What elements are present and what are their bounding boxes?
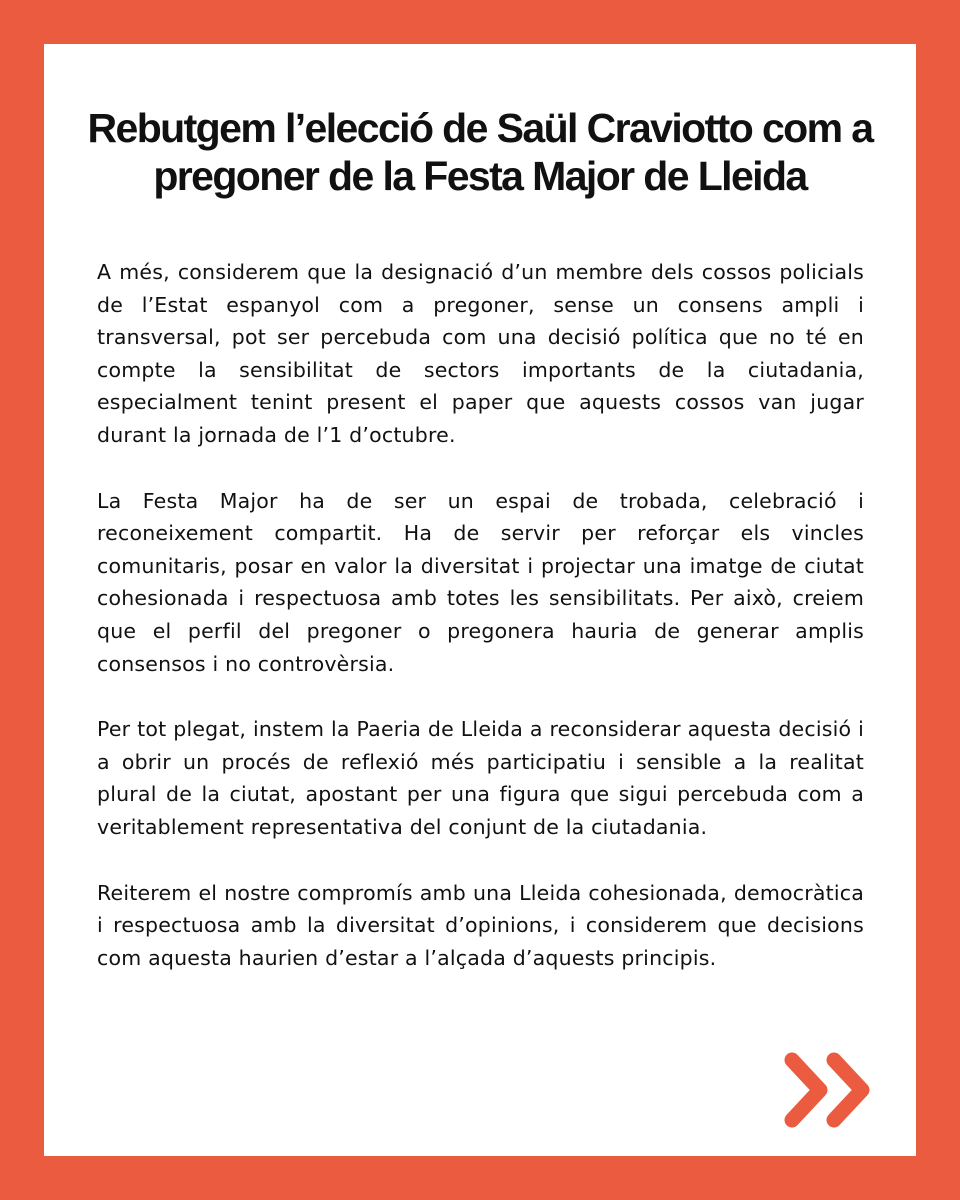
double-chevron-right-icon[interactable] xyxy=(784,1052,876,1128)
double-chevron-right-icon-graphic xyxy=(784,1052,876,1128)
paragraph-4: Reiterem el nostre compromís amb una Lleida cohesionada, democràtica i respectuosa amb la diversitat d’opinions, i considerem que decisions com aquesta haurien d’estar a l’alçada d’aquests principis. xyxy=(97,880,864,970)
paragraph-1: A més, considerem que la designació d’un membre dels cossos policials de l’Estat espanyol com a pregoner, sense un consens ampli i transversal, pot ser percebuda com una decisió política que no té en compte la sensibilitat de sectors importants de la ciutadania, especialment tenint present el paper que aquests cossos van jugar durant la jornada de l’1 d’octubre. xyxy=(97,260,864,447)
page-title: Rebutgem l’elecció de Saül Craviotto com a pregoner de la Festa Major de Lleida xyxy=(87,105,873,199)
paragraph-2: La Festa Major ha de ser un espai de trobada, celebració i reconeixement compartit. Ha de servir per reforçar els vincles comunitaris, posar en valor la diversitat i projectar una imatge de ciutat cohesionada i respectuosa amb totes les sensibilitats. Per això, creiem que el perfil del pregoner o pregonera hauria de generar amplis consensos i no controvèrsia. xyxy=(97,488,864,676)
article-body xyxy=(97,256,864,1007)
content-card xyxy=(44,44,916,1156)
paragraph-3: Per tot plegat, instem la Paeria de Lleida a reconsiderar aquesta decisió i a obrir un procés de reflexió més participatiu i sensible a la realitat plural de la ciutat, apostant per una figura que sigui percebuda com a veritablement representativa del conjunt de la ciutadania. xyxy=(97,717,864,839)
